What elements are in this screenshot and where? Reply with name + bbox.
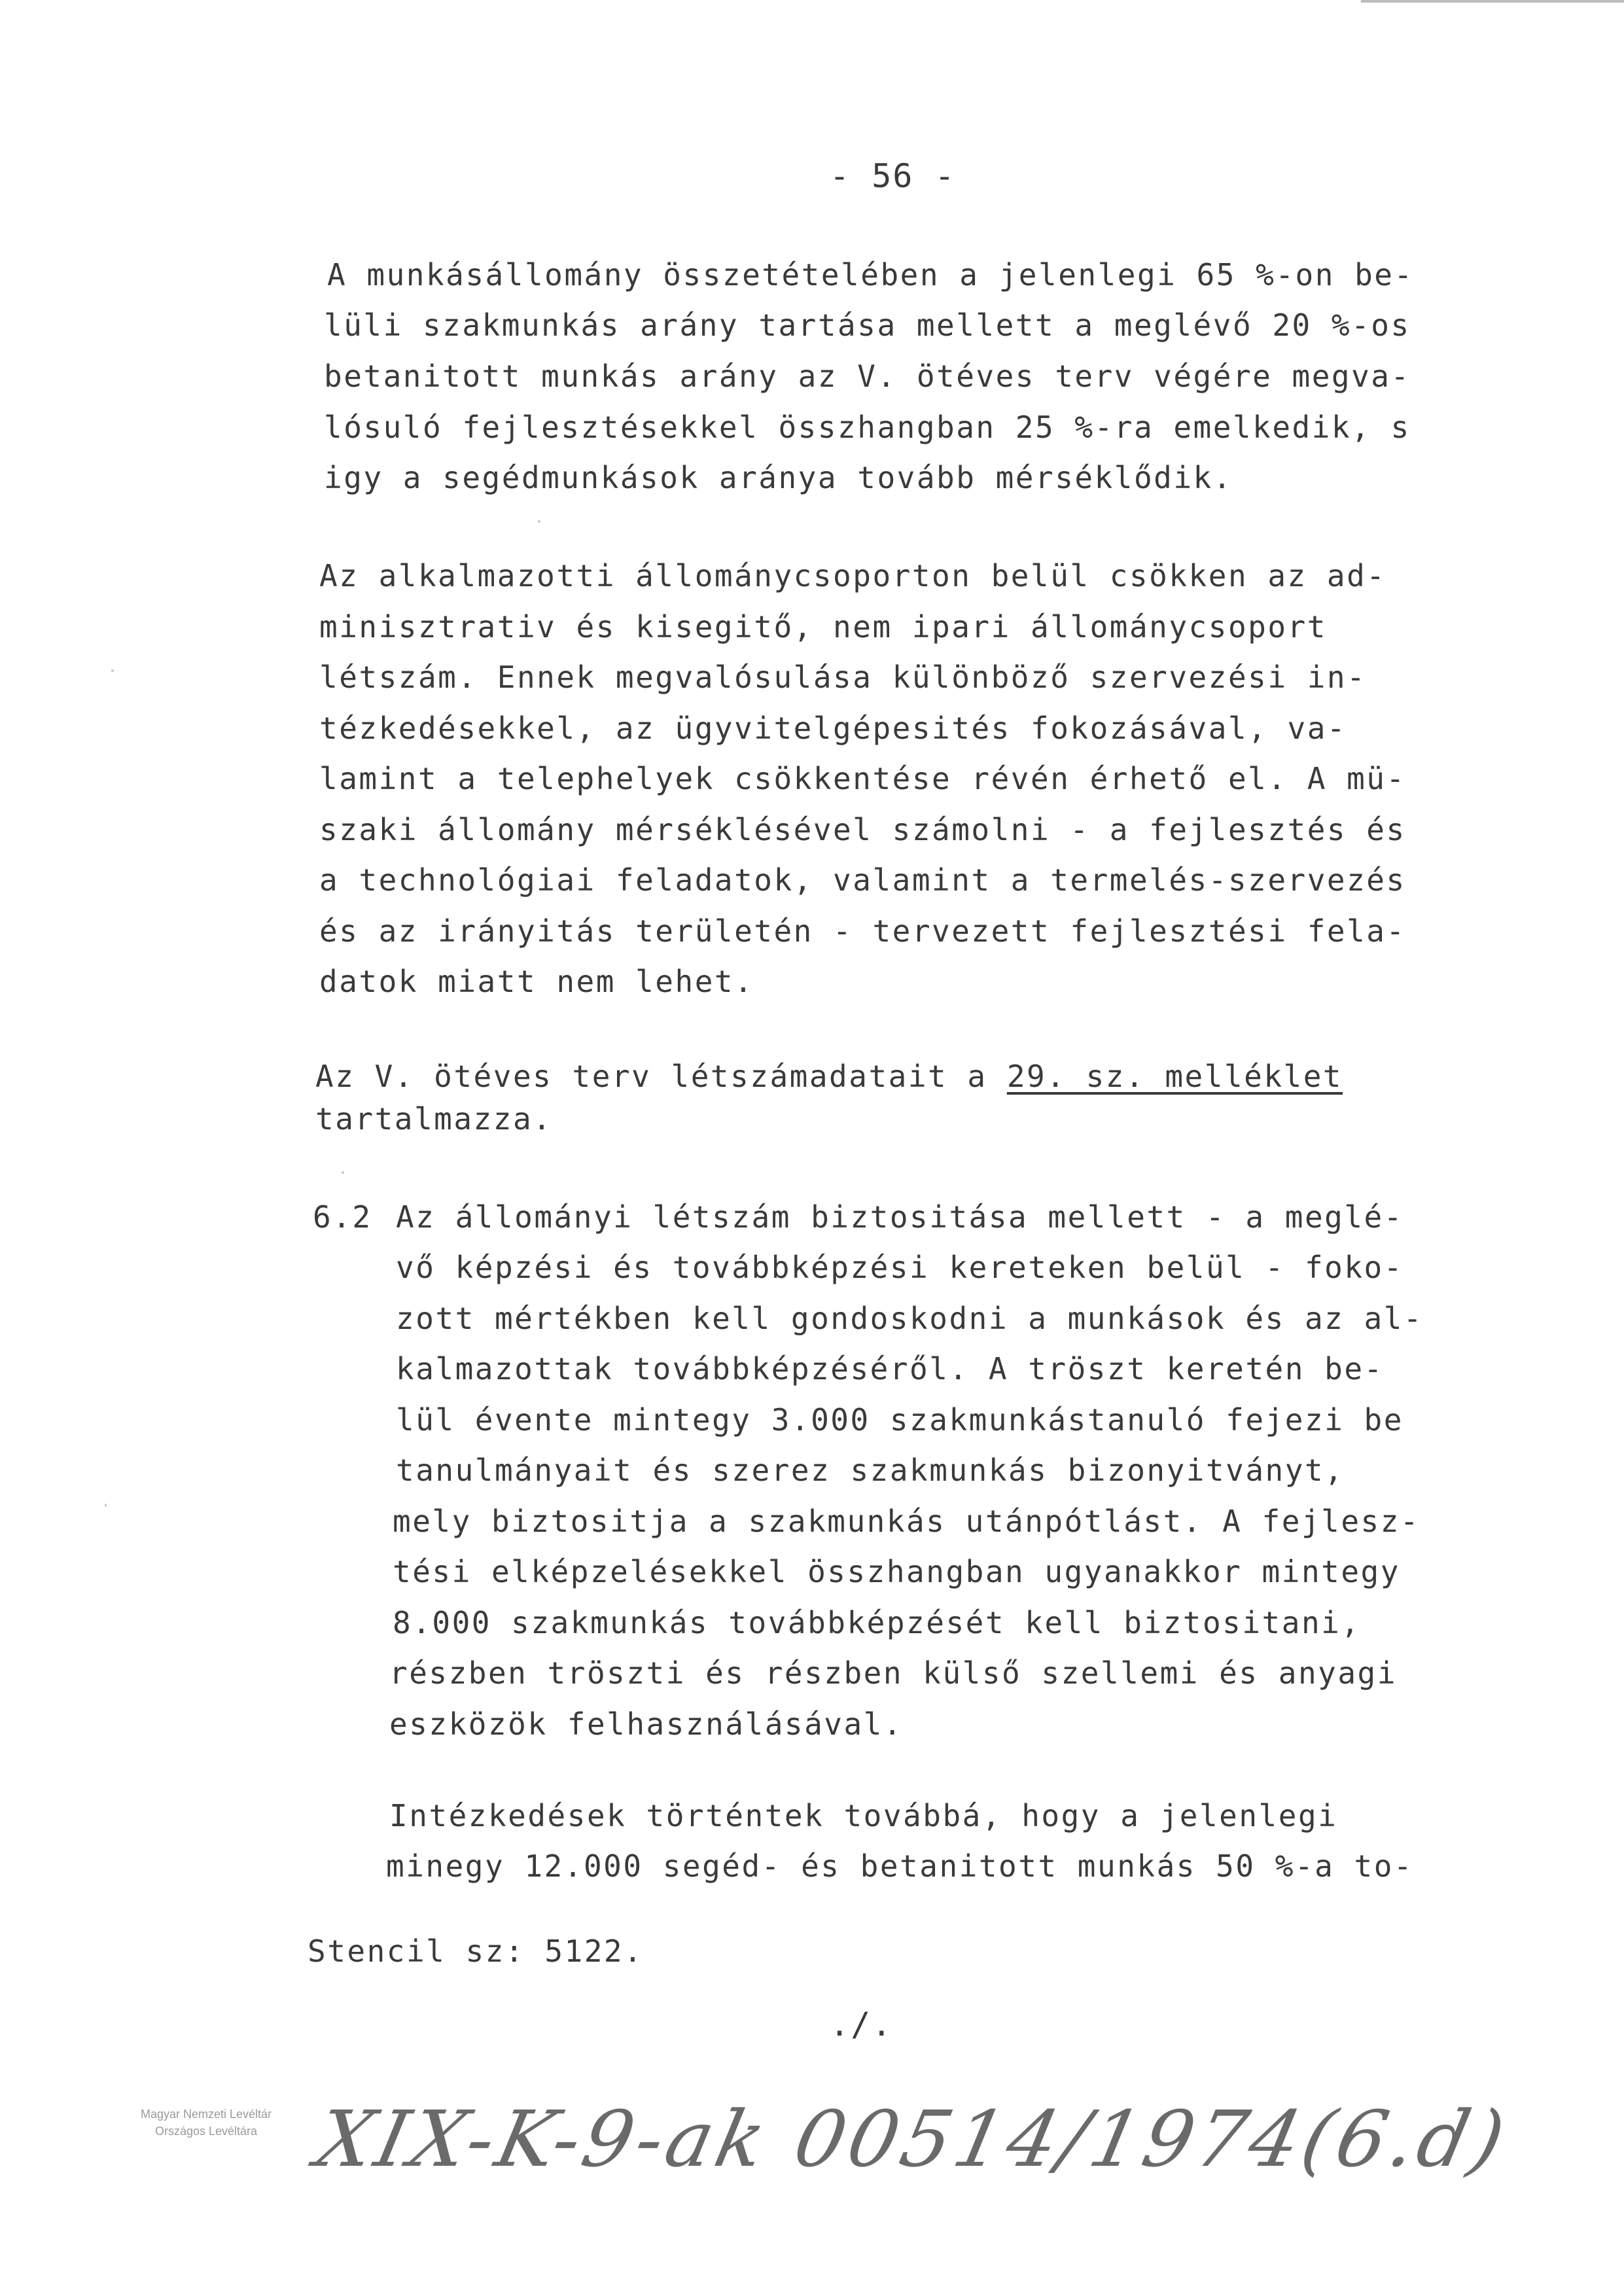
stencil-number: Stencil sz: 5122.	[308, 1934, 644, 1969]
text-line: a technológiai feladatok, valamint a termelés-szervezés	[319, 862, 1406, 898]
text-line: lamint a telephelyek csökkentése révén érhető el. A mü-	[319, 761, 1406, 796]
text-line: részben tröszti és részben külső szellemi és anyagi	[389, 1655, 1397, 1691]
text-line: mely biztositja a szakmunkás utánpótlást. A fejlesz-	[393, 1504, 1421, 1539]
text-line: lósuló fejlesztésekkel összhangban 25 %-ra emelkedik, s	[324, 410, 1411, 445]
archive-stamp-line: Magyar Nemzeti Levéltár	[140, 2108, 272, 2121]
text-line	[315, 1057, 1343, 1096]
text-line: szaki állomány mérséklésével számolni - a fejlesztés és	[319, 812, 1406, 847]
text-line: minisztrativ és kisegitő, nem ipari állománycsoport	[319, 609, 1327, 645]
section-number: 6.2	[313, 1199, 372, 1235]
scan-speck	[111, 669, 114, 672]
text-line: vő képzési és továbbképzési kereteken belül - foko-	[396, 1250, 1403, 1285]
annex-reference: 29. sz. melléklet	[1006, 1059, 1343, 1094]
text-line: 8.000 szakmunkás továbbképzését kell biztositani,	[393, 1605, 1361, 1640]
text-line: tartalmazza.	[315, 1101, 553, 1137]
text-line: és az irányitás területén - tervezett fejlesztési fela-	[319, 913, 1406, 949]
archive-stamp	[105, 2106, 308, 2140]
text-segment: Az V. ötéves terv létszámadatait a	[315, 1059, 1007, 1094]
text-line: datok miatt nem lehet.	[319, 964, 754, 999]
archive-reference-text: XIX-K-9-ak 00514/1974(6.d)	[309, 2094, 1516, 2185]
archive-reference-handwriting	[309, 2068, 1516, 2199]
text-line: zott mértékben kell gondoskodni a munkások és az al-	[396, 1301, 1424, 1336]
text-line: eszközök felhasználásával.	[389, 1706, 904, 1742]
page-number: - 56 -	[830, 157, 956, 195]
scan-speck	[538, 520, 540, 523]
top-edge-line	[1361, 0, 1624, 3]
text-line: Az alkalmazotti állománycsoporton belül csökken az ad-	[319, 558, 1386, 593]
continuation-mark: ./.	[830, 2005, 893, 2043]
archive-stamp-line: Országos Levéltára	[154, 2125, 258, 2138]
text-line: tési elképzelésekkel összhangban ugyanakkor mintegy	[393, 1554, 1400, 1589]
text-line: Intézkedések történtek továbbá, hogy a jelenlegi	[389, 1798, 1338, 1833]
text-line: tanulmányait és szerez szakmunkás bizonyitványt,	[396, 1453, 1345, 1488]
text-line: betanitott munkás arány az V. ötéves terv végére megva-	[324, 359, 1411, 394]
text-line: létszám. Ennek megvalósulása különböző szervezési in-	[319, 660, 1367, 695]
text-line: tézkedésekkel, az ügyvitelgépesités fokozásával, va-	[319, 711, 1347, 746]
text-line: minegy 12.000 segéd- és betanitott munkás 50 %-a to-	[386, 1848, 1414, 1884]
text-line: Az állományi létszám biztositása mellett - a meglé-	[396, 1199, 1403, 1235]
scan-speck	[105, 1504, 107, 1507]
text-line: A munkásállomány összetételében a jelenlegi 65 %-on be-	[327, 257, 1414, 292]
text-line: lül évente mintegy 3.000 szakmunkástanuló fejezi be	[396, 1402, 1403, 1438]
text-line: igy a segédmunkások aránya tovább mérséklődik.	[324, 460, 1233, 495]
text-line: kalmazottak továbbképzéséről. A tröszt keretén be-	[396, 1351, 1384, 1386]
scan-speck	[342, 1171, 344, 1174]
text-line: lüli szakmunkás arány tartása mellett a meglévő 20 %-os	[324, 308, 1411, 343]
